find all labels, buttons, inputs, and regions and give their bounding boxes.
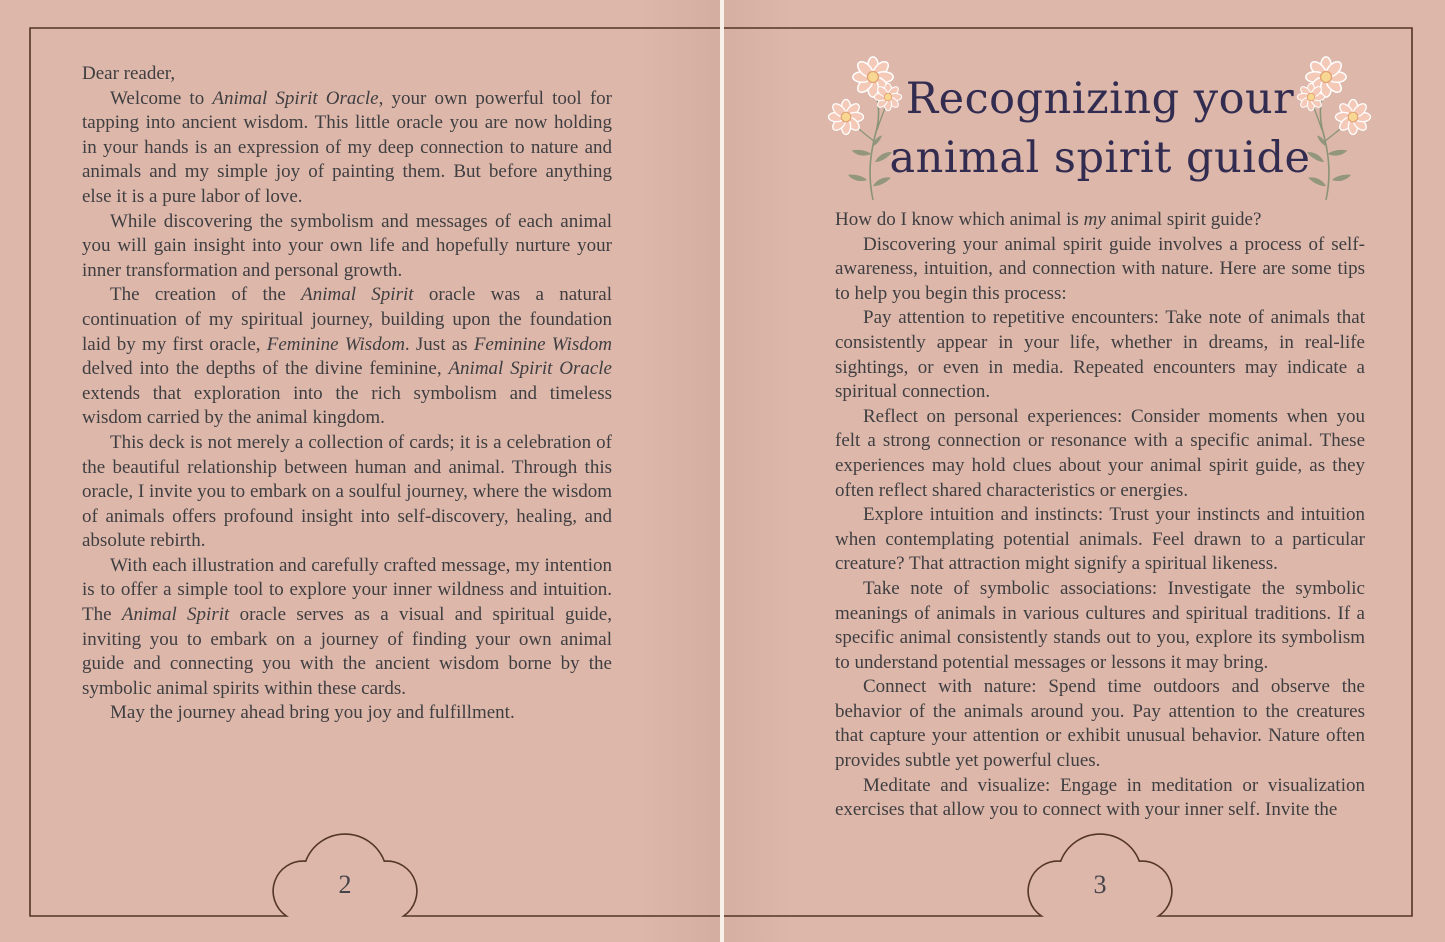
paragraph <box>835 577 1365 675</box>
italic-text-run: my <box>1083 209 1106 230</box>
flower-blooms <box>1297 57 1370 135</box>
daisy-flower-illustration-right <box>1262 54 1372 204</box>
text-run: delved into the depths of the divine feminine, <box>82 358 449 380</box>
italic-text-run: Animal Spirit <box>301 284 414 306</box>
flower-blooms <box>829 57 902 135</box>
text-run: oracle serves as a visual and spiritual guide, inviting you to embark on a journey of finding your own animal guide and connecting you with the ancient wisdom borne by the symbolic animal spirits within these cards. <box>82 604 612 699</box>
text-run: . Just as <box>404 333 474 355</box>
page-number: 2 <box>338 870 352 899</box>
text-run: Dear reader, <box>82 63 176 84</box>
page-number: 3 <box>1093 870 1107 899</box>
italic-text-run: Animal Spirit <box>121 604 230 626</box>
italic-text-run: Feminine Wisdom <box>266 333 405 355</box>
left-page-text-column <box>82 62 612 726</box>
text-run: extends that exploration into the rich symbolism and timeless wisdom carried by the animal kingdom. <box>82 382 612 429</box>
text-run: , your own powerful tool for tapping into ancient wisdom. This little oracle you are now holding in your hands is an expression of my deep connection to nature and animals and my simple joy of painting them. But before anything else it is a pure labor of love. <box>82 87 612 207</box>
text-run: Meditate and visualize: Engage in meditation or visualization exercises that allow you to connect with your inner self. Invite the <box>835 774 1365 821</box>
paragraph <box>82 87 612 210</box>
text-run: Connect with nature: Spend time outdoors and observe the behavior of the animals around you. Pay attention to the creatures that capture your attention or exhibit unusual behavior. Nature often provides subtle yet powerful clues. <box>835 676 1365 772</box>
text-run: How do I know which animal is <box>835 209 1084 230</box>
text-run: Pay attention to repetitive encounters: Take note of animals that consistently appear in your life, whether in dreams, in real-life sightings, or even in media. Repeated encounters may indicate a spiritual connection. <box>835 307 1365 403</box>
text-run: The creation of the <box>110 284 302 306</box>
text-run: animal spirit guide? <box>1105 209 1262 230</box>
paragraph <box>835 503 1365 577</box>
paragraph <box>82 431 612 554</box>
paragraph <box>82 283 612 431</box>
chapter-title-line-2: animal spirit guide <box>889 133 1311 183</box>
text-run: This deck is not merely a collection of cards; it is a celebration of the beautiful relationship between human and animal. Through this oracle, I invite you to embark on a soulful journey, where the wisdom of animals offers profound insight into self-discovery, healing, and absolute rebirth. <box>82 431 612 552</box>
paragraph <box>835 306 1365 404</box>
paragraph <box>835 675 1365 773</box>
text-run: oracle was a natural continuation of my spiritual journey, building upon the foundation laid by my first oracle, <box>82 284 613 355</box>
italic-text-run: Animal Spirit Oracle <box>212 87 379 109</box>
italic-text-run: Feminine Wisdom <box>473 333 612 355</box>
chapter-title-line-1: Recognizing your <box>905 74 1295 124</box>
text-run: While discovering the symbolism and messages of each animal you will gain insight into your own life and hopefully nurture your inner transformation and personal growth. <box>82 210 612 281</box>
daisy-flower-illustration-left <box>827 54 937 204</box>
spine-gutter-line <box>720 0 724 942</box>
paragraph <box>835 208 1365 233</box>
text-run: Discovering your animal spirit guide involves a process of self-awareness, intuition, and connection with nature. Here are some tips to help you begin this process: <box>835 233 1365 304</box>
paragraph <box>82 554 612 702</box>
right-page-text-column <box>835 208 1365 823</box>
text-run: Reflect on personal experiences: Consider moments when you felt a strong connection or resonance with a specific animal. These experiences may hold clues about your animal spirit guide, as they often reflect shared characteristics or energies. <box>835 405 1365 501</box>
paragraph <box>835 774 1365 823</box>
text-run: May the journey ahead bring you joy and fulfillment. <box>110 702 515 724</box>
text-run: Welcome to <box>110 87 213 109</box>
text-run: Take note of symbolic associations: Investigate the symbolic meanings of animals in various cultures and spiritual traditions. If a specific animal consistently stands out to you, explore its symbolism to understand potential messages or lessons it may bring. <box>835 577 1365 673</box>
text-run: With each illustration and carefully crafted message, my intention is to offer a simple tool to explore your inner wildness and intuition. The <box>82 554 612 626</box>
italic-text-run: Animal Spirit Oracle <box>448 358 612 380</box>
paragraph <box>82 62 612 87</box>
paragraph <box>835 233 1365 307</box>
paragraph <box>835 405 1365 503</box>
paragraph <box>82 210 612 284</box>
text-run: Explore intuition and instincts: Trust your instincts and intuition when contemplating potential animals. Feel drawn to a particular creature? That attraction might signify a spiritual likeness. <box>835 504 1365 575</box>
paragraph <box>82 701 612 726</box>
